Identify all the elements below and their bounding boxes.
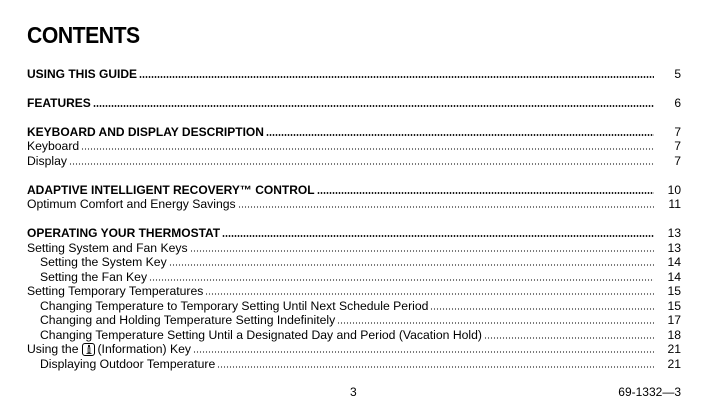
dot-leader — [169, 264, 654, 266]
toc-entry-label: FEATURES — [27, 95, 91, 110]
dot-leader — [193, 351, 654, 353]
toc-entry-using-this-guide[interactable] — [27, 66, 681, 81]
toc-page-number: 5 — [674, 66, 681, 81]
toc-entry-label — [27, 342, 191, 356]
toc-entry-label: Setting Temporary Temperatures — [27, 284, 204, 298]
dot-leader — [317, 192, 654, 194]
toc-entry-keyboard-and-display[interactable] — [27, 124, 681, 139]
toc-entry-system-fan-keys[interactable] — [27, 240, 681, 255]
dot-leader — [81, 148, 654, 150]
dot-leader — [430, 308, 654, 310]
toc-page-number: 7 — [674, 139, 681, 153]
toc-entry-label-after: (Information) Key — [97, 342, 191, 356]
toc-entry-label: USING THIS GUIDE — [27, 66, 138, 81]
toc-entry-label: Setting System and Fan Keys — [27, 240, 188, 255]
dot-leader — [205, 293, 654, 295]
information-icon — [82, 343, 95, 356]
dot-leader — [139, 76, 654, 78]
toc-entry-label: OPERATING YOUR THERMOSTAT — [27, 226, 221, 240]
toc-page-number: 10 — [667, 182, 681, 197]
toc-entry-label: Setting the Fan Key — [40, 269, 148, 284]
toc-entry-display[interactable] — [27, 153, 681, 168]
toc-entry-fan-key[interactable] — [27, 269, 681, 284]
toc-entry-label: KEYBOARD AND DISPLAY DESCRIPTION — [27, 124, 264, 139]
toc-entry-holding-temperature[interactable] — [27, 313, 681, 328]
toc-entry-label: Setting the System Key — [40, 255, 167, 269]
toc-entry-label: Displaying Outdoor Temperature — [40, 356, 216, 371]
toc-page-number: 15 — [667, 284, 681, 298]
toc-entry-system-key[interactable] — [27, 255, 681, 270]
dot-leader — [222, 235, 654, 237]
dot-leader — [266, 134, 654, 136]
table-of-contents — [27, 66, 681, 371]
toc-page-number: 21 — [667, 356, 681, 371]
toc-page-number: 15 — [667, 298, 681, 313]
toc-page-number: 13 — [667, 226, 681, 240]
toc-page-number: 14 — [667, 269, 681, 284]
toc-entry-outdoor-temperature[interactable] — [27, 356, 681, 371]
dot-leader — [149, 279, 654, 281]
toc-page-number: 17 — [667, 313, 681, 327]
toc-entry-information-key[interactable] — [27, 342, 681, 357]
toc-page-number: 13 — [667, 240, 681, 255]
toc-page-number: 18 — [667, 327, 681, 342]
toc-entry-temporary-until-next-period[interactable] — [27, 298, 681, 313]
toc-page-number: 7 — [674, 153, 681, 168]
page-title: CONTENTS — [27, 22, 140, 48]
footer-page-number: 3 — [350, 385, 357, 399]
toc-entry-features[interactable] — [27, 95, 681, 110]
dot-leader — [337, 322, 654, 324]
toc-page-number: 6 — [674, 95, 681, 110]
toc-entry-label: Changing Temperature Setting Until a Designated Day and Period (Vacation Hold) — [40, 327, 482, 342]
footer-document-code: 69-1332—3 — [618, 385, 681, 399]
toc-page-number: 11 — [668, 197, 681, 211]
toc-entry-optimum-comfort[interactable] — [27, 197, 681, 212]
dot-leader — [69, 163, 654, 165]
dot-leader — [238, 206, 654, 208]
toc-page-number: 21 — [667, 342, 681, 356]
toc-entry-label: Keyboard — [27, 139, 80, 153]
dot-leader — [190, 250, 654, 252]
toc-entry-label: Changing and Holding Temperature Setting Indefinitely — [40, 313, 336, 327]
toc-entry-operating-thermostat[interactable] — [27, 226, 681, 241]
toc-entry-temporary-temperatures[interactable] — [27, 284, 681, 299]
dot-leader — [484, 337, 654, 339]
toc-entry-keyboard[interactable] — [27, 139, 681, 154]
toc-entry-label: Changing Temperature to Temporary Setting Until Next Schedule Period — [40, 298, 429, 313]
toc-entry-label: Optimum Comfort and Energy Savings — [27, 197, 236, 211]
toc-page-number: 14 — [667, 255, 681, 269]
toc-entry-adaptive-recovery[interactable] — [27, 182, 681, 197]
toc-page-number: 7 — [674, 124, 681, 139]
dot-leader — [217, 366, 654, 368]
toc-entry-label-before: Using the — [27, 342, 79, 356]
toc-entry-label: Display — [27, 153, 67, 168]
toc-entry-label: ADAPTIVE INTELLIGENT RECOVERY™ CONTROL — [27, 182, 315, 197]
toc-entry-vacation-hold[interactable] — [27, 327, 681, 342]
dot-leader — [93, 105, 654, 107]
